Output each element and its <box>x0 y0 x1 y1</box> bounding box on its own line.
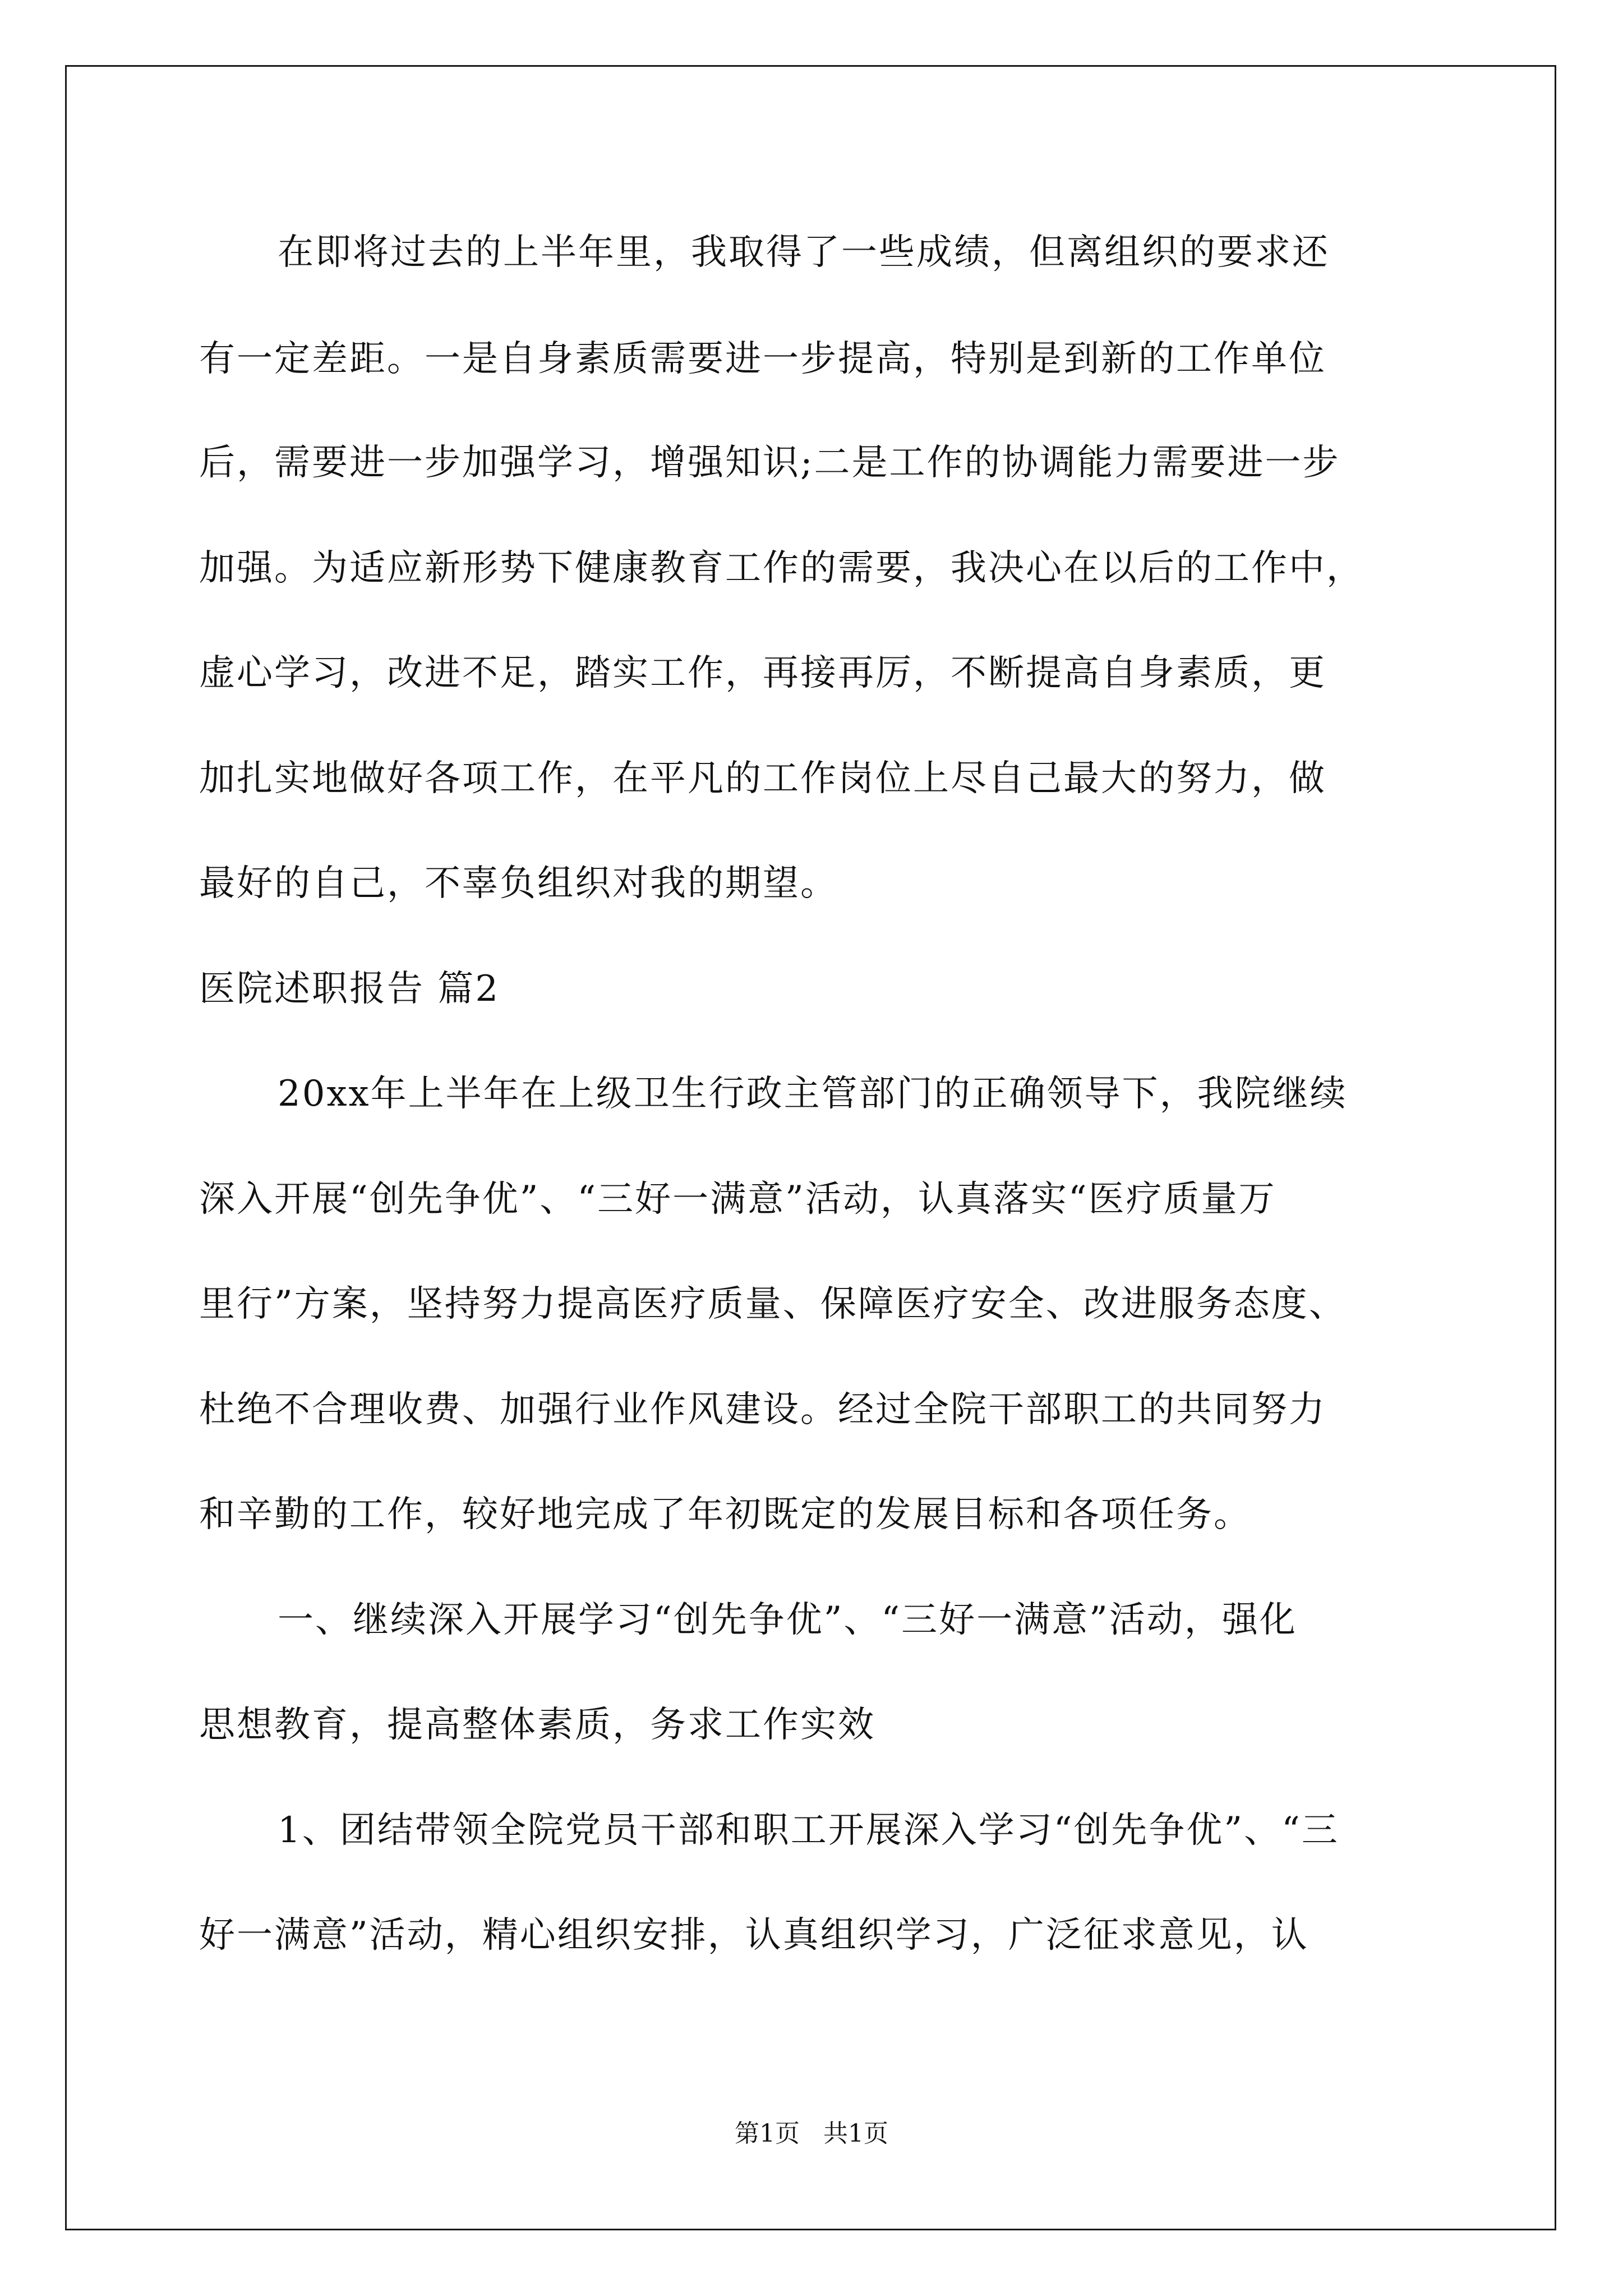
body-text-line: 和辛勤的工作，较好地完成了年初既定的发展目标和各项任务。 <box>199 1494 1251 1535</box>
body-text-line: 1、团结带领全院党员干部和职工开展深入学习“创先争优”、“三 <box>278 1810 1339 1851</box>
body-text-line: 加强。为适应新形势下健康教育工作的需要，我决心在以后的工作中， <box>199 547 1364 589</box>
body-text-line: 在即将过去的上半年里，我取得了一些成绩，但离组织的要求还 <box>278 232 1330 273</box>
body-text-line: 思想教育，提高整体素质，务求工作实效 <box>199 1704 875 1746</box>
body-text-line: 好一满意”活动，精心组织安排，认真组织学习，广泛征求意见，认 <box>199 1915 1309 1956</box>
body-text-line: 一、继续深入开展学习“创先争优”、“三好一满意”活动，强化 <box>278 1599 1297 1641</box>
body-text-line: 里行”方案，坚持努力提高医疗质量、保障医疗安全、改进服务态度、 <box>199 1283 1347 1325</box>
section-heading: 医院述职报告 篇2 <box>199 968 500 1010</box>
body-text-line: 深入开展“创先争优”、“三好一满意”活动，认真落实“医疗质量万 <box>199 1179 1276 1220</box>
body-text-line: 20xx年上半年在上级卫生行政主管部门的正确领导下，我院继续 <box>278 1073 1348 1115</box>
body-text-line: 加扎实地做好各项工作，在平凡的工作岗位上尽自己最大的努力，做 <box>199 758 1326 799</box>
page-number-footer: 第1页 共1页 <box>735 2119 888 2148</box>
body-text-line: 杜绝不合理收费、加强行业作风建设。经过全院干部职工的共同努力 <box>199 1389 1326 1430</box>
body-text-line: 有一定差距。一是自身素质需要进一步提高，特别是到新的工作单位 <box>199 338 1326 380</box>
body-text-line: 虚心学习，改进不足，踏实工作，再接再厉，不断提高自身素质，更 <box>199 652 1326 694</box>
body-text-line: 后，需要进一步加强学习，增强知识;二是工作的协调能力需要进一步 <box>199 442 1340 484</box>
body-text-line: 最好的自己，不辜负组织对我的期望。 <box>199 863 838 904</box>
page-border <box>65 65 1556 2230</box>
